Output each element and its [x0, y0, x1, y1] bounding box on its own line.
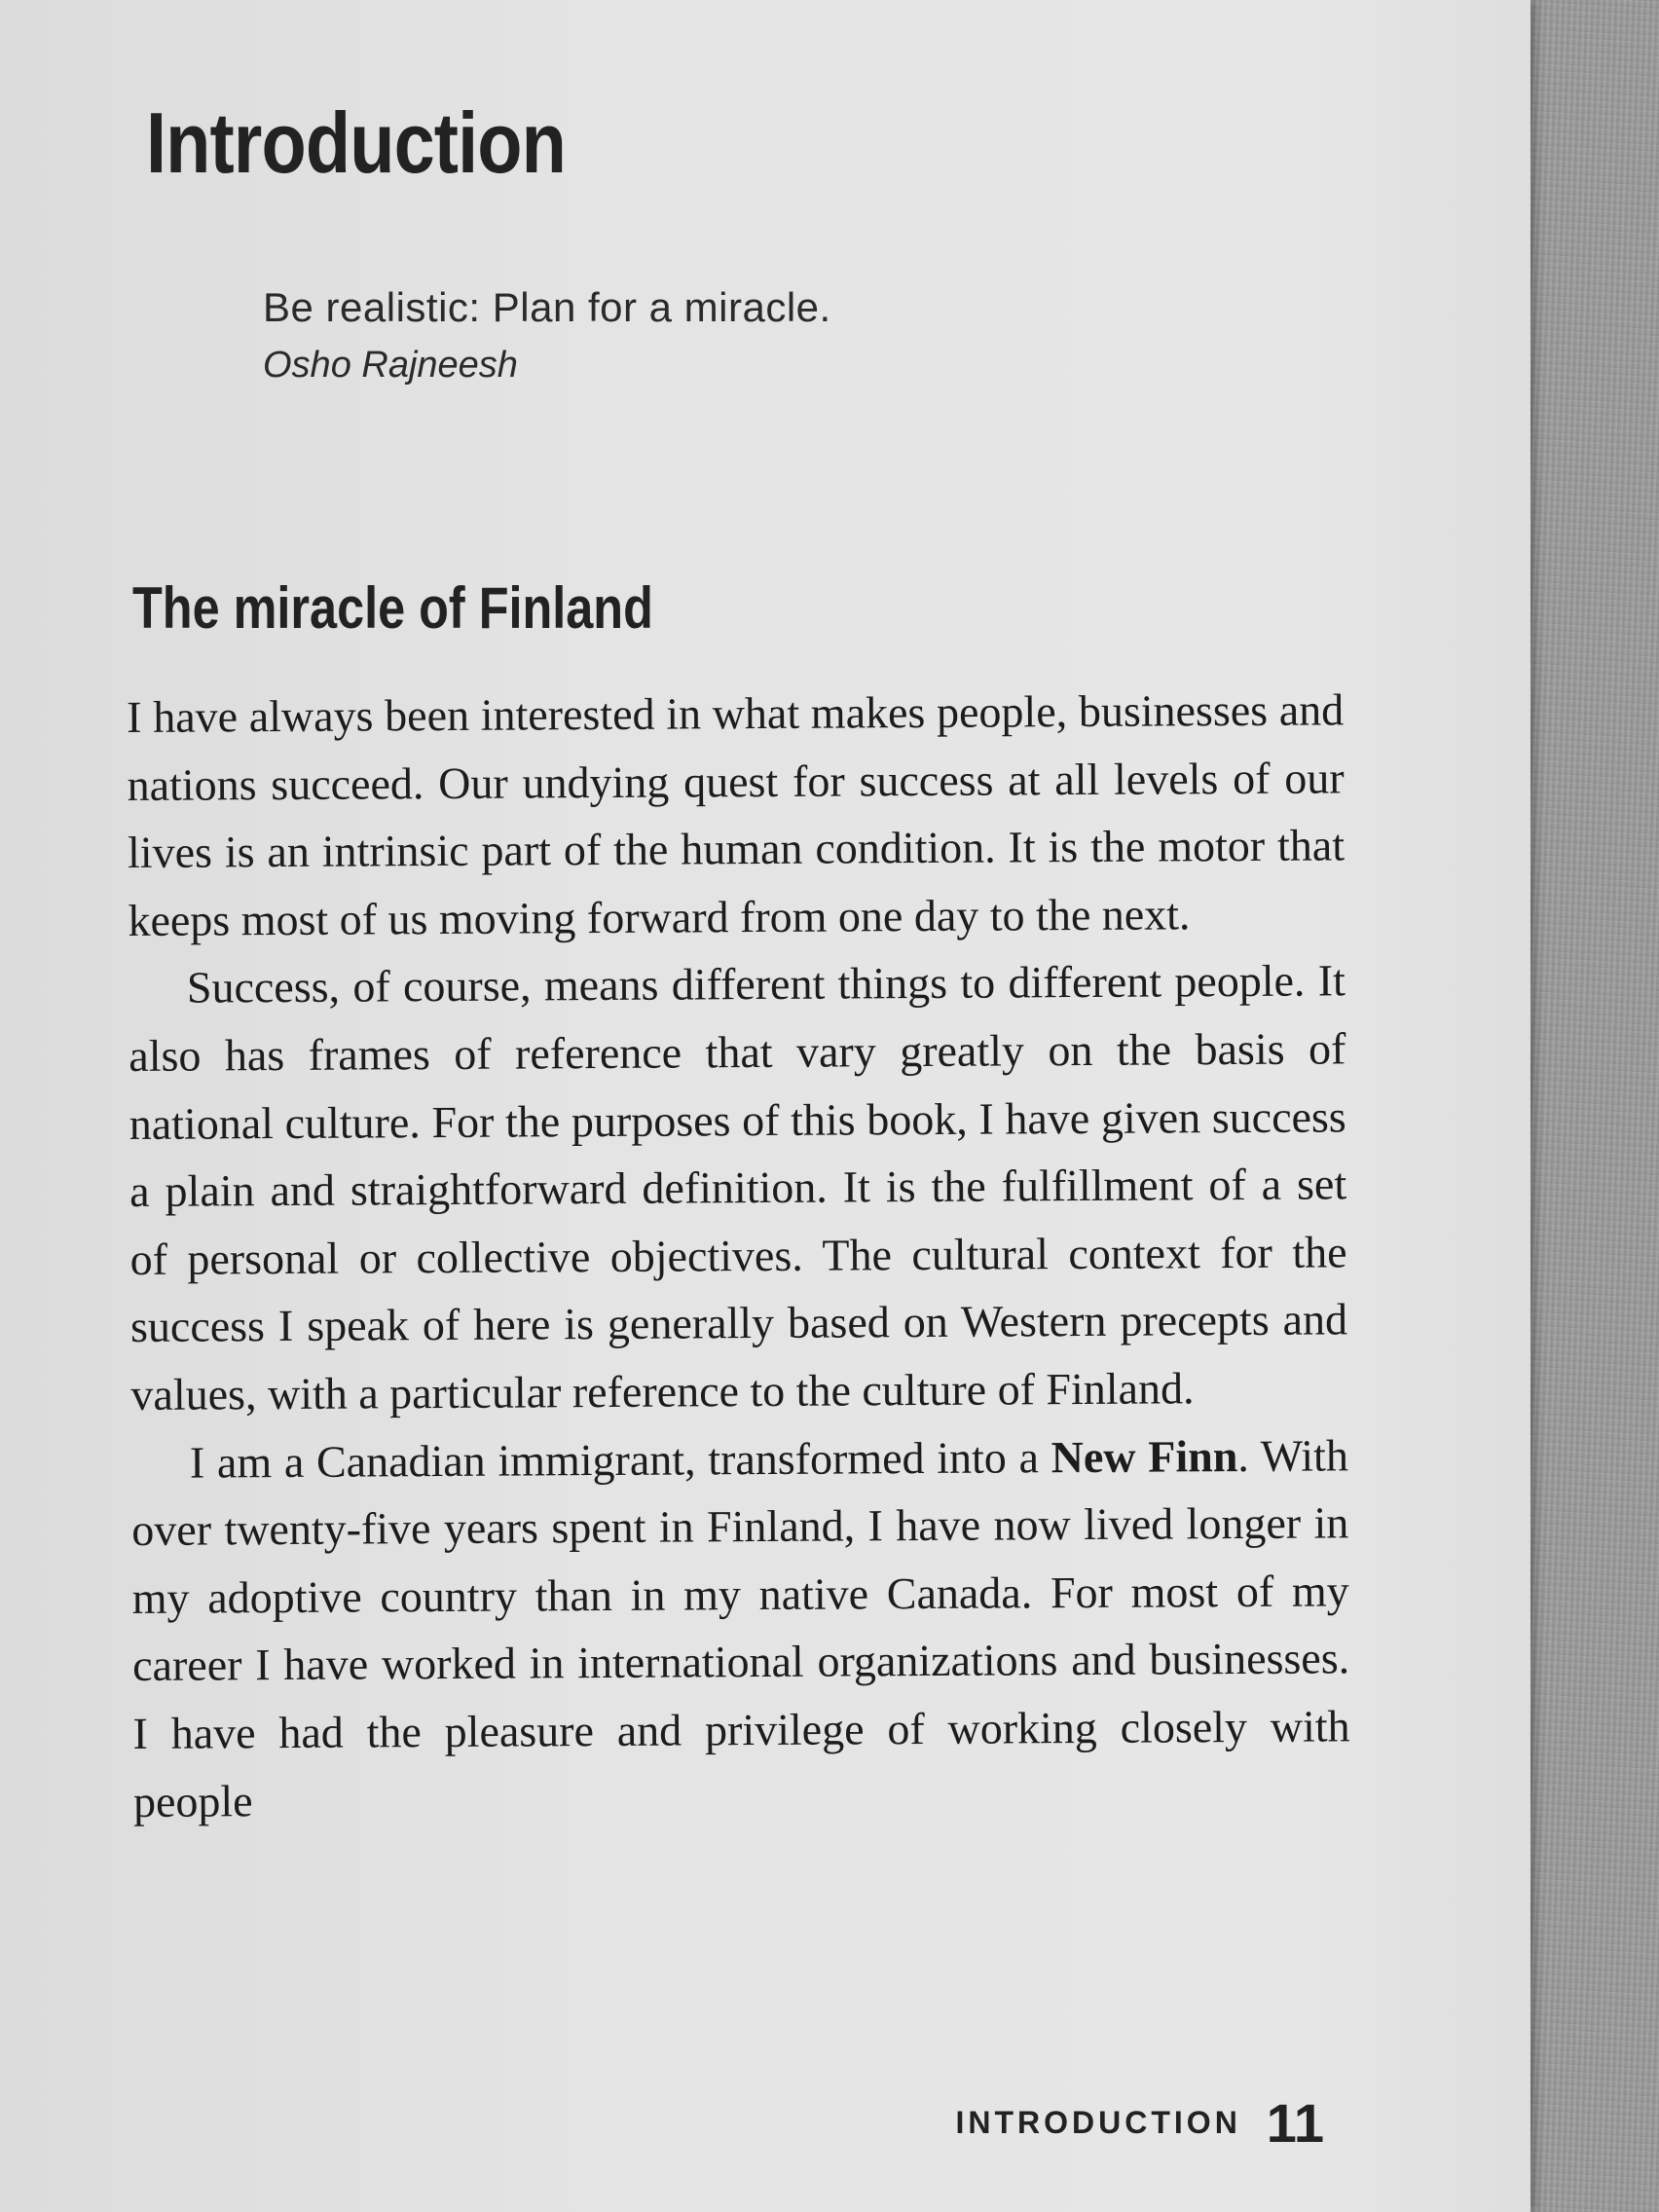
- epigraph-author: Osho Rajneesh: [263, 345, 518, 386]
- background-surface: [1513, 0, 1659, 2212]
- page-footer: [955, 2091, 1324, 2155]
- paragraph-3-text-end: . With over twenty-five years spent in Finland, I have now lived longer in my adoptive country than in my native Canada. For most of my career I have worked in international organizations and businesses. I have had the pleasure and privilege of working closely with people: [131, 1429, 1350, 1826]
- chapter-title: Introduction: [146, 94, 567, 191]
- paragraph-2: Success, of course, means different things to different people. It also has frames of reference that vary greatly on the basis of national culture. For the purposes of this book, I have given success a plain and straightforward definition. It is the fulfillment of a set of personal or collective objectives. The cultural context for the success I speak of here is generally based on Western precepts and values, with a particular reference to the culture of Finland.: [129, 955, 1348, 1419]
- paragraph-1: I have always been interested in what makes people, businesses and nations succeed. Our undying quest for success at all levels of our lives is an intrinsic part of the human condition. It is the motor that keeps most of us moving forward from one day to the next.: [127, 684, 1346, 945]
- page-number: 11: [1266, 2092, 1324, 2154]
- paragraph-3-bold-term: New Finn: [1051, 1430, 1238, 1482]
- paragraph-3: [131, 1421, 1351, 1835]
- running-head: INTRODUCTION: [955, 2105, 1241, 2140]
- epigraph: [263, 284, 831, 387]
- body-text: [127, 676, 1350, 1835]
- epigraph-quote: Be realistic: Plan for a miracle.: [263, 284, 831, 330]
- section-heading: The miracle of Finland: [132, 575, 653, 641]
- paragraph-3-text-start: I am a Canadian immigrant, transformed into a: [189, 1431, 1051, 1488]
